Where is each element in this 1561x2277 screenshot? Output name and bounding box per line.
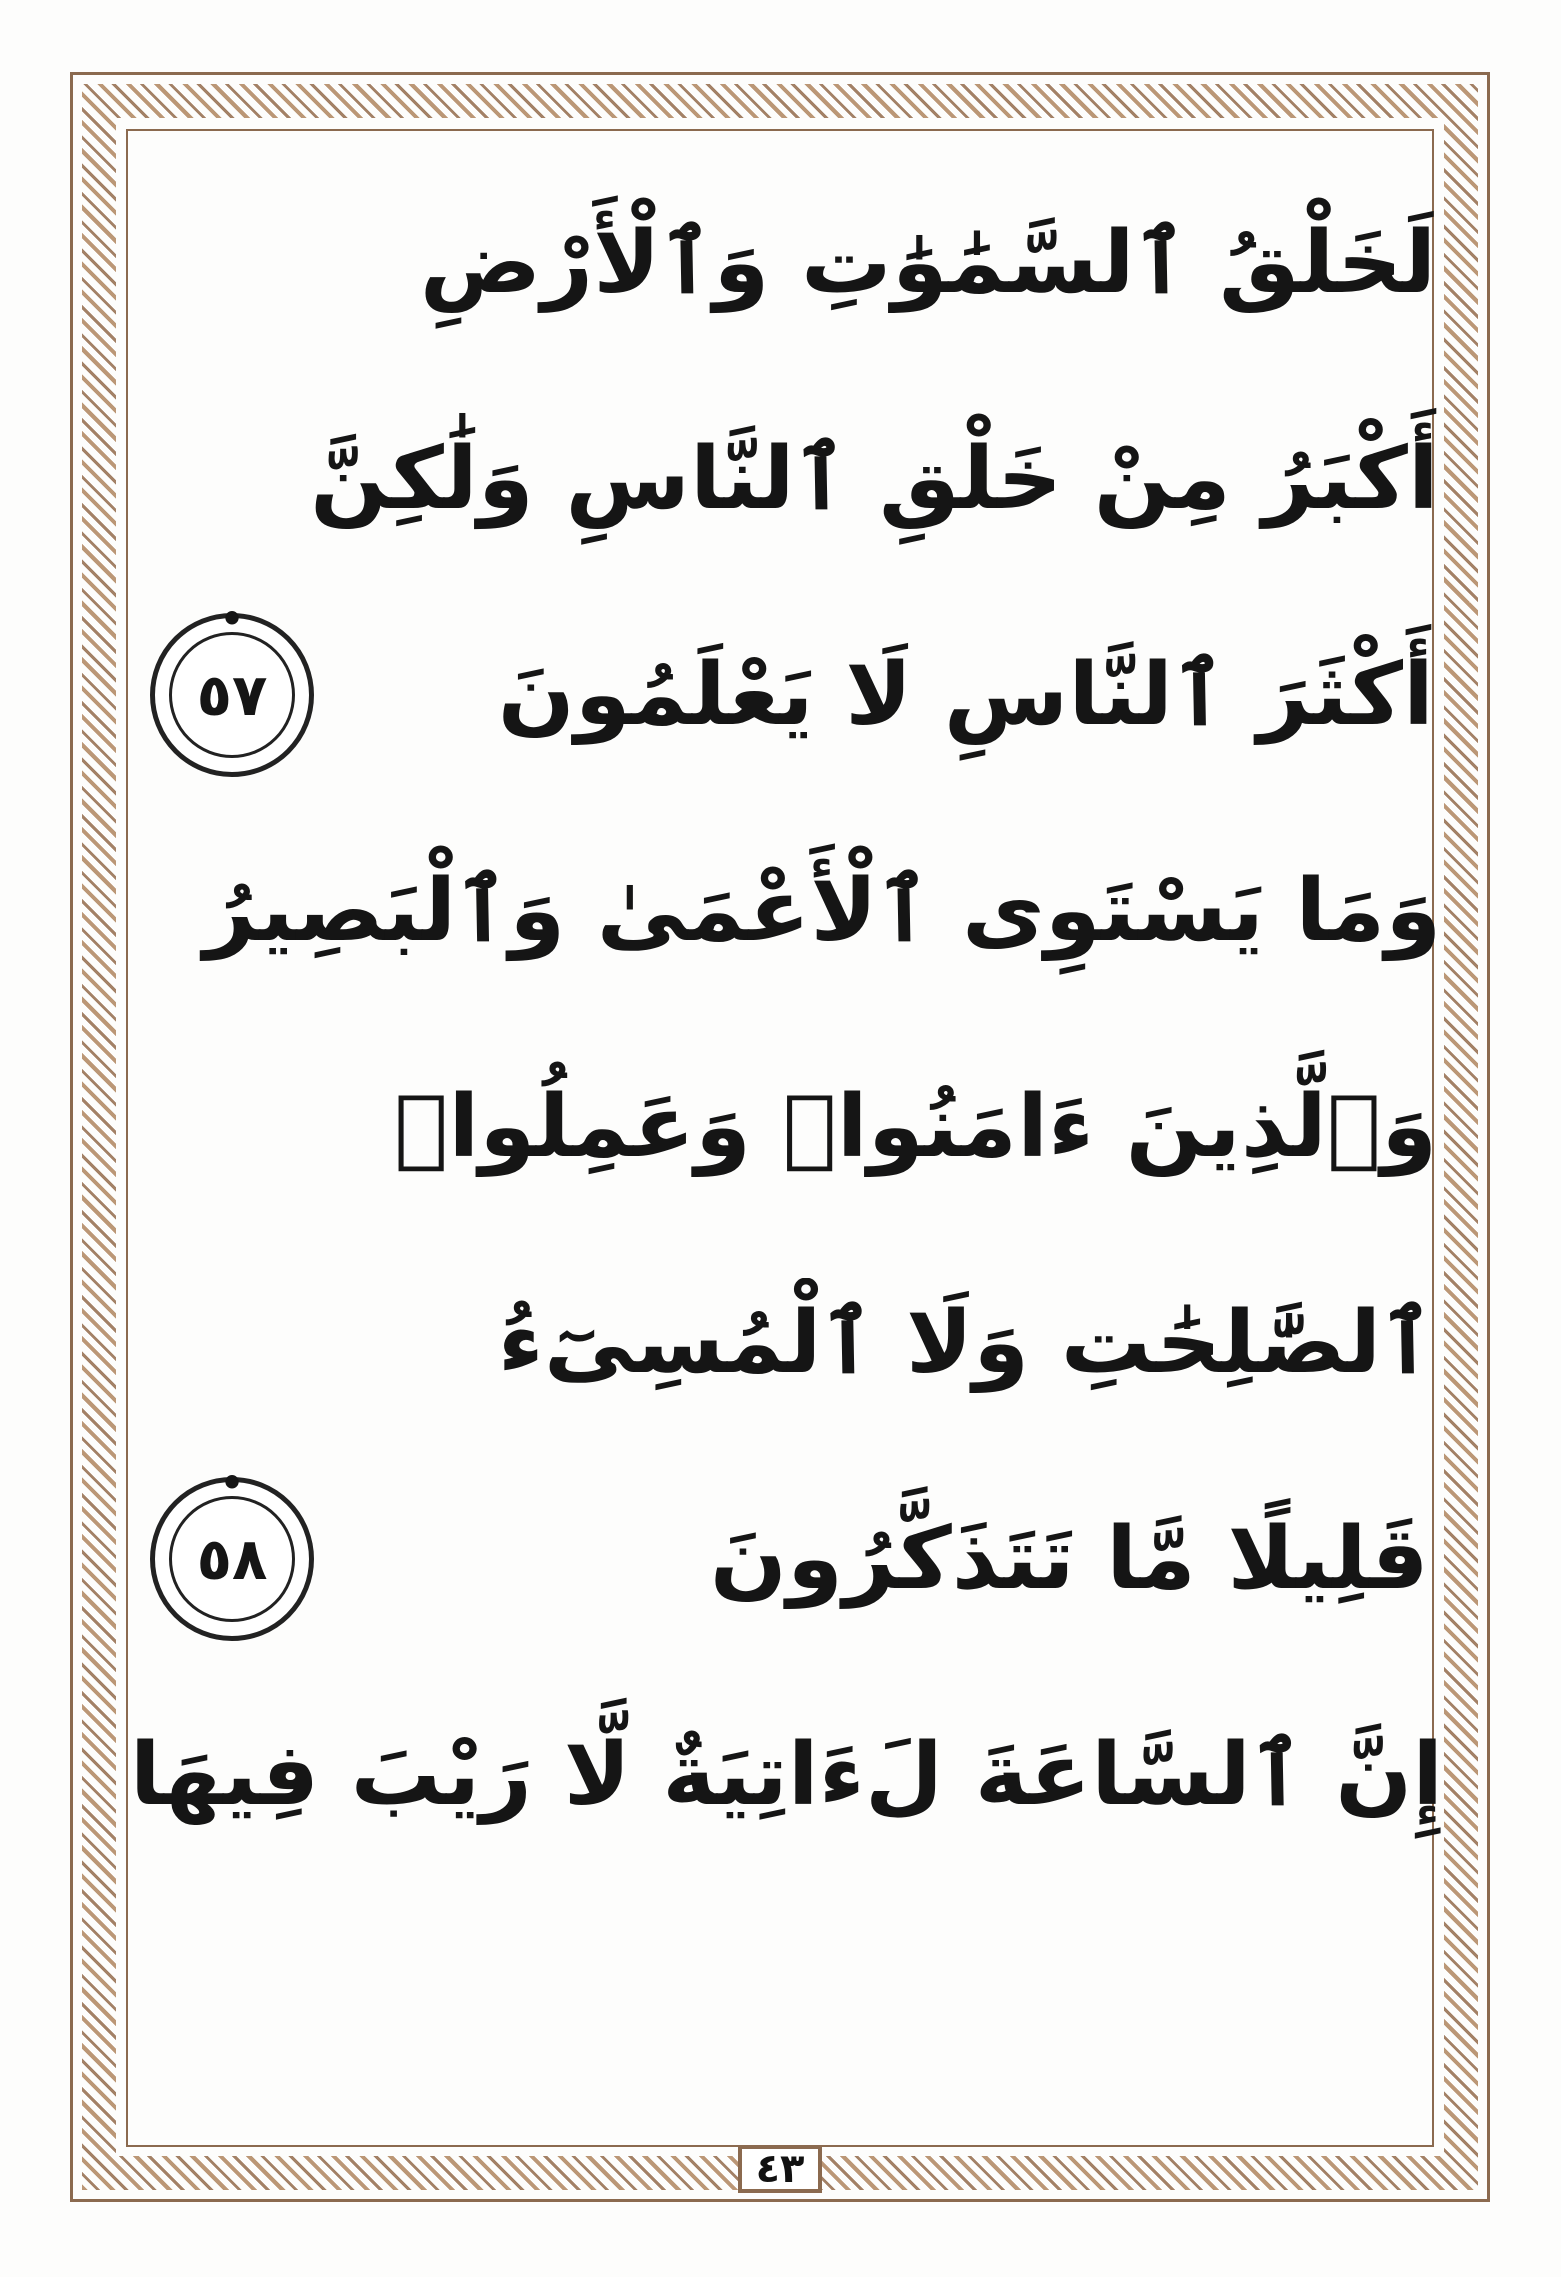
text-line-5 [150, 1019, 1437, 1235]
ayah-number-58: ٥٨ • [150, 1477, 314, 1641]
text-line-3 [150, 587, 1435, 803]
ayah-number-57: ٥٧ • [150, 613, 314, 777]
line-2-text: أَكْبَرُ مِنْ خَلْقِ ٱلنَّاسِ وَلَٰكِنَّ [310, 429, 1439, 529]
text-line-7 [150, 1451, 1430, 1667]
line-6-text: ٱلصَّٰلِحَٰتِ وَلَا ٱلْمُسِىٓءُ [497, 1293, 1435, 1393]
page-text [129, 155, 1444, 2105]
line-7-text: قَلِيلًا مَّا تَتَذَكَّرُونَ [710, 1509, 1430, 1609]
text-line-1 [150, 155, 1437, 371]
text-line-6 [150, 1235, 1435, 1451]
line-3-text: أَكْثَرَ ٱلنَّاسِ لَا يَعْلَمُونَ [498, 645, 1435, 745]
page-number: ٤٣ [738, 2145, 822, 2193]
text-line-2 [150, 371, 1439, 587]
line-5-text: وَٱلَّذِينَ ءَامَنُوا۟ وَعَمِلُوا۟ [393, 1077, 1437, 1177]
text-line-8 [129, 1667, 1444, 1883]
line-1-text: لَخَلْقُ ٱلسَّمَٰوَٰتِ وَٱلْأَرْضِ [419, 213, 1437, 313]
text-line-4 [150, 803, 1442, 1019]
line-4-text: وَمَا يَسْتَوِى ٱلْأَعْمَىٰ وَٱلْبَصِيرُ [203, 861, 1442, 961]
line-8-text: إِنَّ ٱلسَّاعَةَ لَءَاتِيَةٌ لَّا رَيْبَ فِيهَا [129, 1725, 1444, 1825]
